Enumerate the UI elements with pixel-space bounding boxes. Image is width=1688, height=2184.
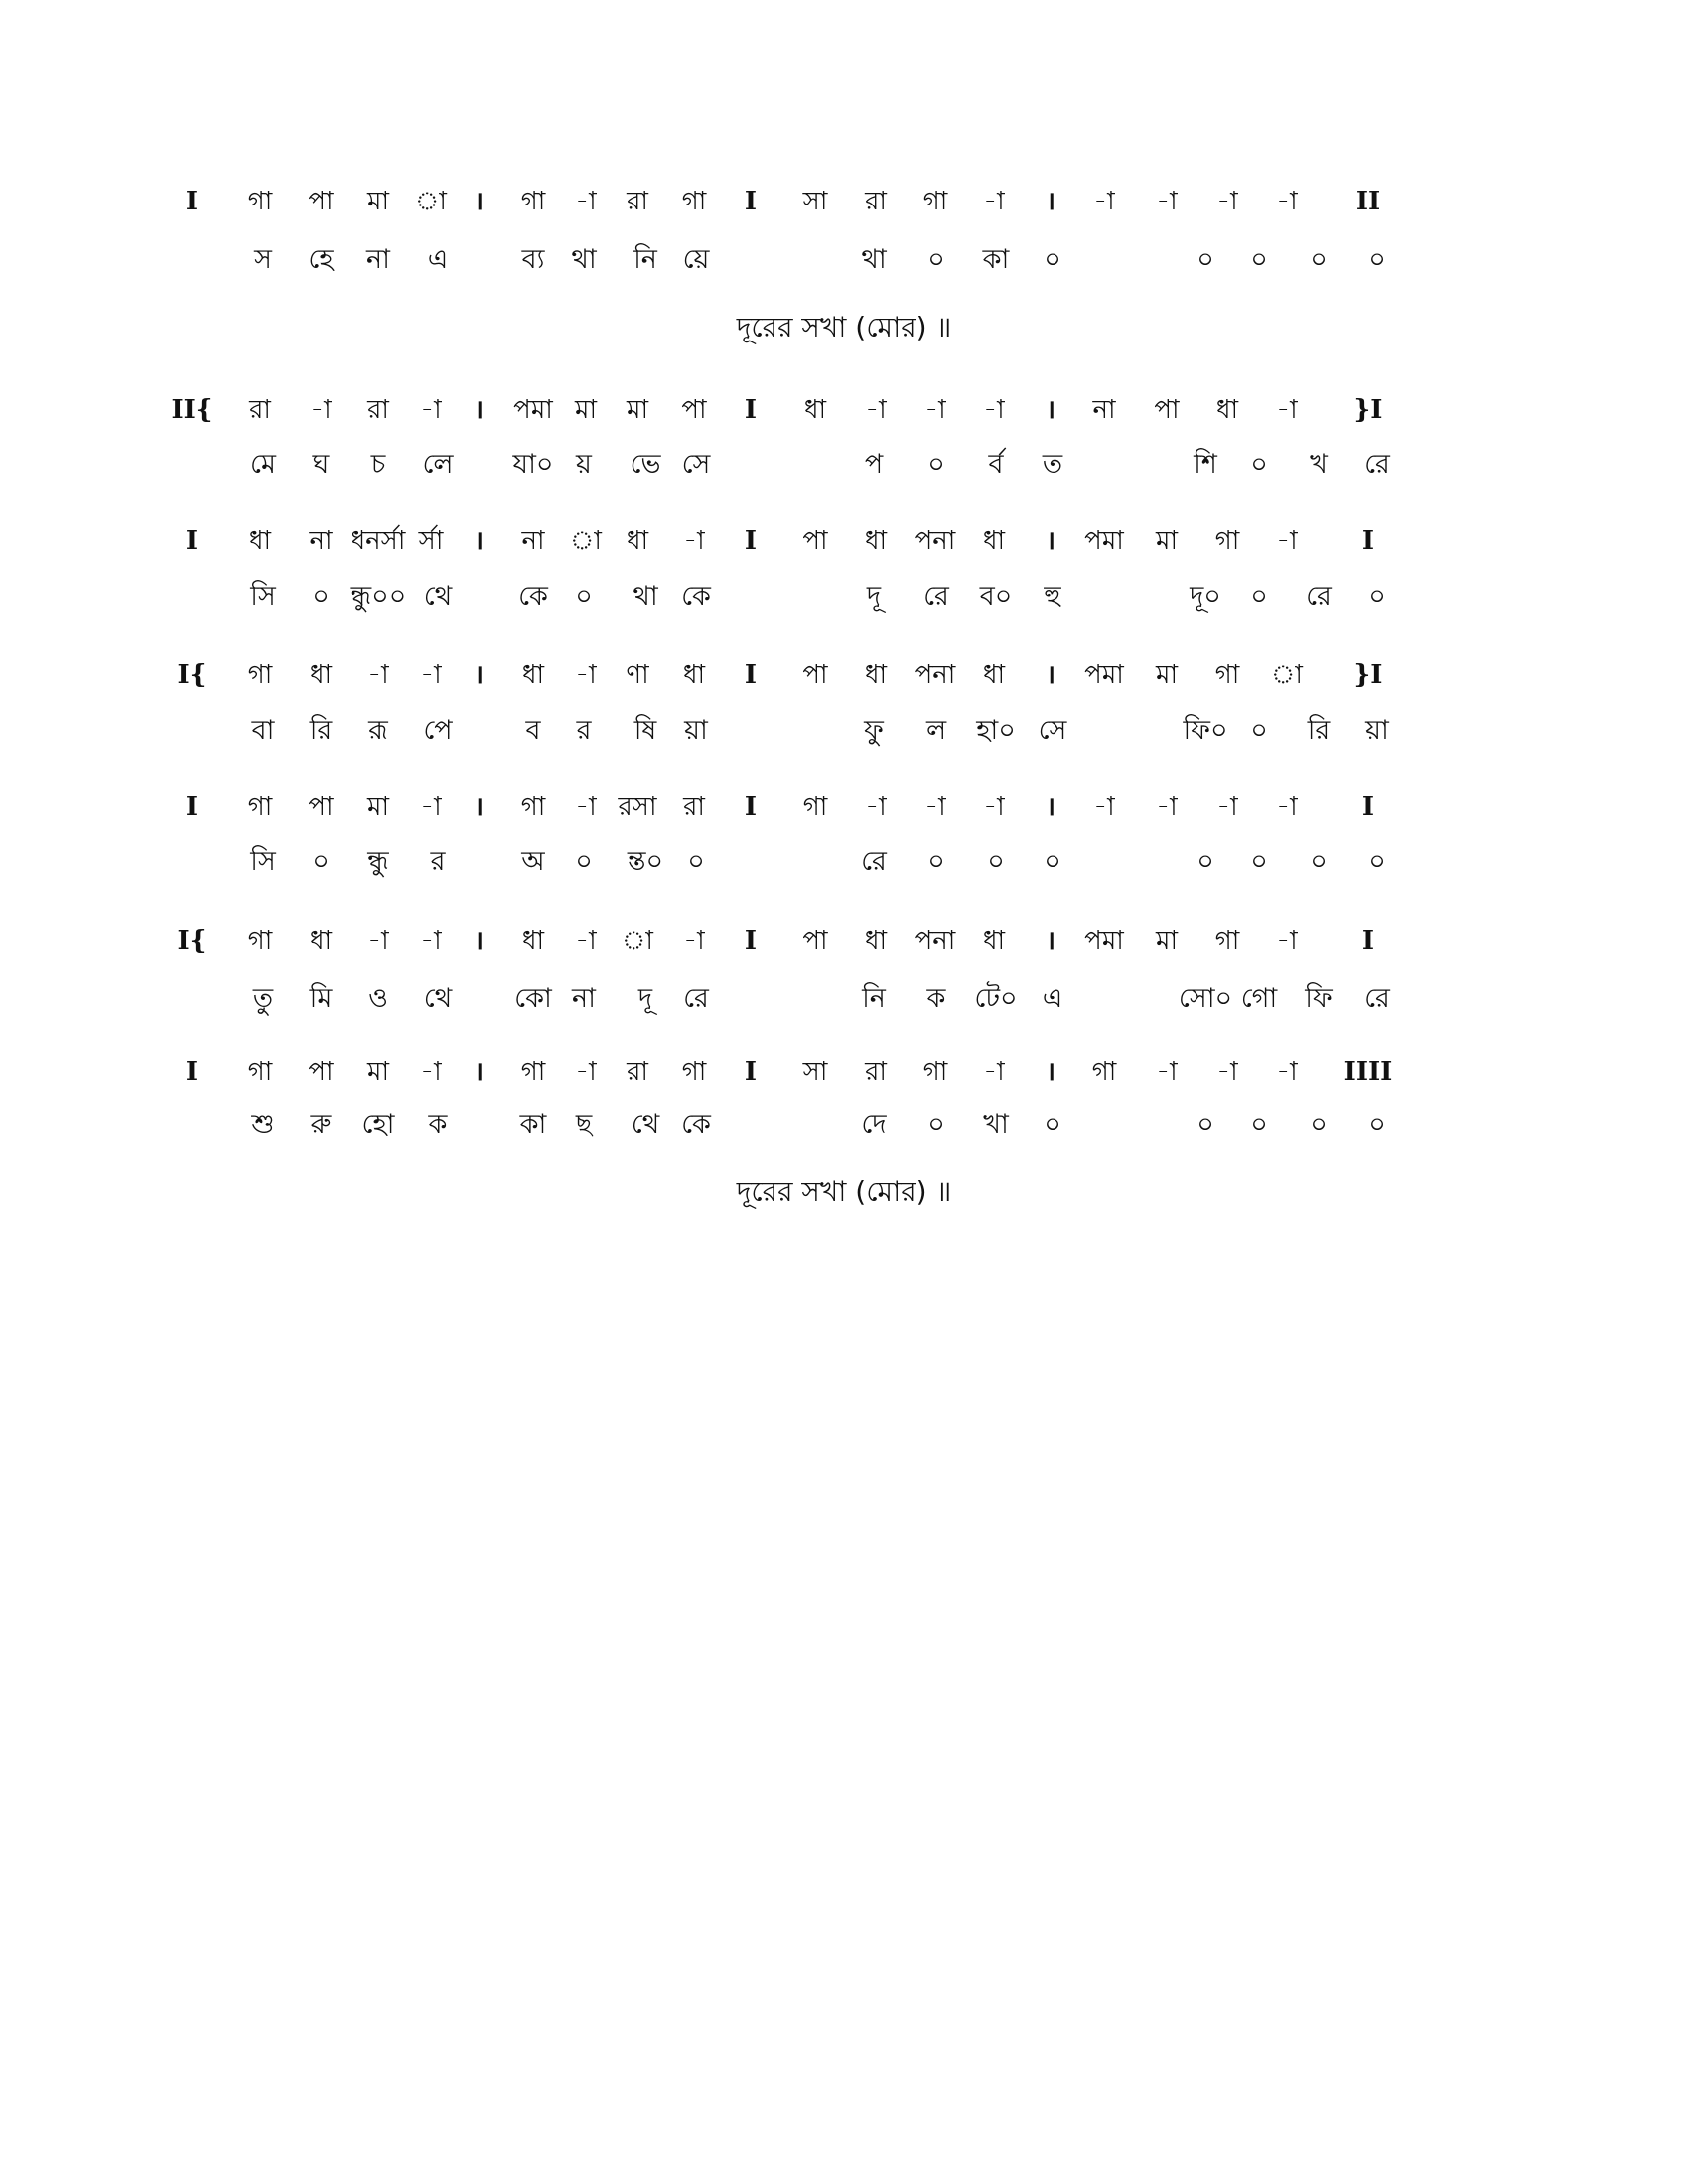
lyric-syllable: ছ: [575, 1109, 593, 1140]
lyric-syllable: ব০: [979, 581, 1013, 612]
lyric-syllable: র্ব: [988, 449, 1004, 479]
swara-note: ধা: [982, 926, 1006, 956]
refrain-line: দূরের সখা (মোর) ॥: [736, 311, 952, 343]
lyric-syllable: পে: [423, 715, 453, 746]
lyric-syllable: ফু: [864, 715, 884, 746]
swara-note: া: [570, 526, 602, 556]
swara-note: র্সা: [418, 526, 444, 556]
swara-note: -া: [983, 1057, 1005, 1087]
lyric-syllable: রু: [310, 1109, 332, 1140]
swara-note: া: [415, 187, 447, 216]
swara-note: পনা: [914, 526, 956, 556]
lyric-syllable: ফি০: [1183, 715, 1228, 746]
swara-note: -া: [683, 926, 705, 956]
lyric-syllable: খ: [1310, 449, 1328, 479]
swara-note: পা: [681, 395, 707, 425]
lyric-syllable: দূ: [866, 581, 882, 612]
notation-row: [0, 923, 1688, 963]
swara-note: -া: [420, 1057, 442, 1087]
lyric-syllable: কা: [519, 1109, 547, 1140]
swara-note: গা: [520, 187, 546, 216]
bar-mark: ।: [474, 792, 484, 822]
lyric-syllable: রে: [1306, 581, 1332, 612]
lyric-syllable: ০: [1250, 244, 1268, 275]
lyric-syllable: থে: [423, 581, 453, 612]
lyric-syllable: রে: [1364, 449, 1390, 479]
lyric-syllable: ন্ধু০০: [350, 581, 407, 612]
swara-note: -া: [1276, 792, 1298, 822]
lyric-syllable: কো: [514, 983, 552, 1014]
lyric-syllable: কে: [518, 581, 548, 612]
lyric-syllable: ০: [1196, 1109, 1214, 1140]
lyric-syllable: হা০: [976, 715, 1016, 746]
swara-note: মা: [1156, 660, 1178, 690]
swara-note: পা: [1154, 395, 1180, 425]
swara-note: -া: [575, 1057, 597, 1087]
swara-note: মা: [1156, 926, 1178, 956]
lyric-syllable: না: [366, 244, 390, 275]
lyric-syllable: ০: [312, 846, 330, 877]
swara-note: গা: [802, 792, 828, 822]
swara-note: রা: [627, 1057, 648, 1087]
swara-note: পনা: [914, 926, 956, 956]
lyric-syllable: কে: [681, 581, 711, 612]
swara-note: ধা: [1215, 395, 1239, 425]
swara-note: -া: [420, 792, 442, 822]
lyric-syllable: ষি: [633, 715, 657, 746]
swara-note: -া: [924, 395, 946, 425]
lyric-syllable: ও: [368, 983, 388, 1014]
lyric-syllable: ০: [1196, 846, 1214, 877]
swara-note: গা: [681, 1057, 707, 1087]
swara-note: -া: [1276, 926, 1298, 956]
swara-note: -া: [367, 926, 389, 956]
swara-note: -া: [420, 395, 442, 425]
lyric-syllable: ০: [927, 846, 945, 877]
lyric-syllable: ০: [1310, 1109, 1328, 1140]
swara-note: ধা: [248, 526, 272, 556]
bar-mark: ।: [1046, 187, 1055, 216]
swara-note: রা: [627, 187, 648, 216]
lyric-syllable: যা০: [512, 449, 554, 479]
swara-note: গা: [247, 792, 273, 822]
bar-mark: ।: [1046, 926, 1055, 956]
swara-note: গা: [520, 792, 546, 822]
lyric-syllable: ০: [1250, 449, 1268, 479]
swara-note: পা: [802, 926, 828, 956]
bar-mark: ।: [474, 187, 484, 216]
notation-row: [0, 184, 1688, 223]
lyric-syllable: য়ে: [682, 244, 710, 275]
swara-note: রা: [683, 792, 705, 822]
lyric-syllable: লে: [422, 449, 454, 479]
bar-mark: I: [744, 187, 758, 216]
swara-note: গা: [1214, 526, 1240, 556]
lyric-row: [0, 447, 1688, 486]
lyric-syllable: ০: [1310, 846, 1328, 877]
lyric-syllable: এ: [427, 244, 449, 275]
bar-mark: I: [1361, 526, 1375, 556]
notation-row: [0, 657, 1688, 697]
swara-note: -া: [1276, 187, 1298, 216]
swara-note: পা: [802, 660, 828, 690]
lyric-syllable: টে০: [974, 983, 1018, 1014]
lyric-syllable: ০: [1250, 715, 1268, 746]
lyric-syllable: ০: [1196, 244, 1214, 275]
swara-note: ধনর্সা: [351, 526, 406, 556]
lyric-syllable: ০: [1368, 244, 1386, 275]
swara-note: পমা: [1084, 526, 1124, 556]
bar-mark: I{: [177, 660, 207, 690]
lyric-syllable: ০: [1250, 1109, 1268, 1140]
lyric-syllable: থা: [571, 244, 597, 275]
swara-note: পা: [308, 792, 334, 822]
swara-note: মা: [367, 792, 389, 822]
swara-note: গা: [922, 1057, 948, 1087]
swara-note: -া: [310, 395, 332, 425]
swara-note: ধা: [864, 926, 888, 956]
lyric-row: [0, 242, 1688, 282]
lyric-syllable: রে: [861, 846, 887, 877]
lyric-syllable: হে: [308, 244, 334, 275]
swara-note: -া: [1093, 792, 1115, 822]
lyric-syllable: রূ: [368, 715, 388, 746]
notation-row: [0, 789, 1688, 829]
lyric-syllable: থা: [861, 244, 887, 275]
lyric-syllable: ০: [1310, 244, 1328, 275]
bar-mark: IIII: [1343, 1057, 1393, 1087]
lyric-syllable: ০: [1368, 581, 1386, 612]
lyric-syllable: ব্য: [521, 244, 545, 275]
swara-note: গা: [1214, 926, 1240, 956]
lyric-syllable: ফি: [1305, 983, 1333, 1014]
lyric-syllable: হু: [1044, 581, 1061, 612]
lyric-syllable: ন্ধু: [367, 846, 389, 877]
notation-row: [0, 523, 1688, 563]
swara-note: গা: [247, 660, 273, 690]
swara-note: গা: [1091, 1057, 1117, 1087]
swara-note: -া: [1216, 792, 1238, 822]
lyric-syllable: না: [572, 983, 596, 1014]
lyric-syllable: য়: [576, 449, 592, 479]
swara-note: মা: [627, 395, 648, 425]
lyric-syllable: ০: [1368, 846, 1386, 877]
swara-note: -া: [575, 660, 597, 690]
lyric-row: [0, 844, 1688, 884]
lyric-syllable: সে: [681, 449, 711, 479]
bar-mark: I: [744, 1057, 758, 1087]
lyric-syllable: ০: [1250, 581, 1268, 612]
bar-mark: I: [185, 1057, 199, 1087]
swara-note: ধা: [626, 526, 649, 556]
swara-note: ধা: [521, 926, 545, 956]
swara-note: গা: [520, 1057, 546, 1087]
swara-note: ধা: [982, 660, 1006, 690]
swara-note: ধা: [982, 526, 1006, 556]
swara-note: গা: [1214, 660, 1240, 690]
lyric-row: [0, 1107, 1688, 1147]
swara-note: -া: [1156, 792, 1178, 822]
bar-mark: ।: [1046, 792, 1055, 822]
swara-note: রসা: [618, 792, 657, 822]
lyric-syllable: ০: [687, 846, 705, 877]
bar-mark: ।: [474, 526, 484, 556]
lyric-syllable: তু: [252, 983, 274, 1014]
bar-mark: I: [744, 926, 758, 956]
lyric-syllable: ০: [1044, 846, 1061, 877]
lyric-syllable: ন্ত০: [627, 846, 664, 877]
lyric-syllable: শু: [251, 1109, 275, 1140]
swara-note: ণা: [626, 660, 649, 690]
lyric-syllable: ০: [927, 1109, 945, 1140]
lyric-syllable: সি: [250, 581, 276, 612]
lyric-syllable: থা: [633, 581, 658, 612]
swara-note: -া: [420, 660, 442, 690]
bar-mark: ।: [1046, 660, 1055, 690]
bar-mark: ।: [1046, 395, 1055, 425]
lyric-syllable: হো: [361, 1109, 395, 1140]
lyric-syllable: চ: [370, 449, 386, 479]
swara-note: রা: [865, 187, 887, 216]
bar-mark: I: [1361, 926, 1375, 956]
swara-note: না: [309, 526, 333, 556]
lyric-syllable: রে: [1364, 983, 1390, 1014]
swara-note: া: [622, 926, 653, 956]
swara-note: -া: [683, 526, 705, 556]
swara-note: ধা: [521, 660, 545, 690]
swara-note: রা: [367, 395, 389, 425]
lyric-row: [0, 713, 1688, 752]
swara-note: -া: [924, 792, 946, 822]
bar-mark: I: [744, 660, 758, 690]
lyric-syllable: রে: [683, 983, 709, 1014]
swara-note: -া: [983, 187, 1005, 216]
bar-mark: II{: [171, 395, 212, 425]
bar-mark: I: [185, 526, 199, 556]
lyric-syllable: নি: [862, 983, 886, 1014]
lyric-syllable: ০: [1044, 244, 1061, 275]
swara-note: -া: [575, 187, 597, 216]
swara-note: পনা: [914, 660, 956, 690]
swara-note: রা: [249, 395, 271, 425]
bar-mark: }I: [1353, 660, 1383, 690]
lyric-syllable: দে: [861, 1109, 887, 1140]
swara-note: পমা: [1084, 660, 1124, 690]
swara-note: ধা: [864, 660, 888, 690]
refrain-line: দূরের সখা (মোর) ॥: [736, 1175, 952, 1208]
lyric-syllable: র: [430, 846, 446, 877]
lyric-syllable: কে: [681, 1109, 711, 1140]
lyric-syllable: এ: [1042, 983, 1063, 1014]
swara-note: সা: [802, 1057, 828, 1087]
lyric-syllable: বা: [251, 715, 275, 746]
swara-note: না: [1092, 395, 1116, 425]
swara-note: মা: [367, 1057, 389, 1087]
swara-note: -া: [983, 792, 1005, 822]
lyric-syllable: কা: [982, 244, 1010, 275]
lyric-row: [0, 981, 1688, 1021]
bar-mark: I: [185, 187, 199, 216]
bar-mark: I: [744, 526, 758, 556]
lyric-syllable: য়া: [684, 715, 708, 746]
swara-note: -া: [1216, 187, 1238, 216]
swara-note: -া: [367, 660, 389, 690]
lyric-syllable: সি: [250, 846, 276, 877]
lyric-syllable: সে: [1038, 715, 1067, 746]
lyric-syllable: ত: [1042, 449, 1063, 479]
lyric-syllable: ঘ: [312, 449, 330, 479]
lyric-syllable: সো০: [1178, 983, 1233, 1014]
swara-note: -া: [575, 792, 597, 822]
lyric-syllable: ভে: [630, 449, 661, 479]
bar-mark: ।: [474, 660, 484, 690]
bar-mark: ।: [1046, 1057, 1055, 1087]
swara-note: গা: [247, 187, 273, 216]
swara-note: পমা: [513, 395, 553, 425]
lyric-syllable: ০: [1250, 846, 1268, 877]
swara-note: -া: [575, 926, 597, 956]
lyric-syllable: ০: [575, 846, 593, 877]
bar-mark: I: [185, 792, 199, 822]
lyric-syllable: মি: [309, 983, 333, 1014]
lyric-syllable: ০: [1368, 1109, 1386, 1140]
swara-note: পা: [308, 1057, 334, 1087]
swara-note: -া: [1216, 1057, 1238, 1087]
swara-note: -া: [865, 395, 887, 425]
swara-note: রা: [865, 1057, 887, 1087]
bar-mark: II: [1355, 187, 1381, 216]
lyric-syllable: রি: [1307, 715, 1331, 746]
lyric-syllable: ০: [927, 244, 945, 275]
lyric-syllable: শি: [1194, 449, 1217, 479]
lyric-syllable: ০: [312, 581, 330, 612]
bar-mark: I{: [177, 926, 207, 956]
lyric-syllable: নি: [633, 244, 657, 275]
lyric-syllable: ০: [927, 449, 945, 479]
swara-note: মা: [1156, 526, 1178, 556]
lyric-syllable: ০: [1044, 1109, 1061, 1140]
lyric-syllable: প: [864, 449, 884, 479]
bar-mark: I: [744, 792, 758, 822]
lyric-syllable: দূ০: [1190, 581, 1221, 612]
swara-note: পা: [308, 187, 334, 216]
lyric-row: [0, 579, 1688, 618]
swara-note: -া: [1276, 526, 1298, 556]
swara-note: ধা: [309, 660, 333, 690]
swara-note: -া: [1156, 187, 1178, 216]
swara-note: -া: [1156, 1057, 1178, 1087]
lyric-syllable: মে: [250, 449, 276, 479]
swara-note: মা: [575, 395, 597, 425]
lyric-syllable: অ: [521, 846, 545, 877]
swara-note: -া: [983, 395, 1005, 425]
lyric-syllable: ল: [925, 715, 947, 746]
swara-note: -া: [1093, 187, 1115, 216]
lyric-syllable: স: [254, 244, 272, 275]
swara-note: পমা: [1084, 926, 1124, 956]
swara-note: গা: [247, 1057, 273, 1087]
lyric-syllable: রি: [309, 715, 333, 746]
swara-note: ধা: [803, 395, 827, 425]
notation-row: [0, 1054, 1688, 1094]
lyric-syllable: থে: [423, 983, 453, 1014]
lyric-syllable: ০: [575, 581, 593, 612]
swara-note: গা: [922, 187, 948, 216]
lyric-syllable: র: [576, 715, 592, 746]
swara-note: -া: [1276, 1057, 1298, 1087]
swara-note: -া: [1276, 395, 1298, 425]
swara-note: পা: [802, 526, 828, 556]
swara-note: না: [521, 526, 545, 556]
lyric-syllable: থে: [631, 1109, 660, 1140]
swara-note: গা: [247, 926, 273, 956]
swara-note: া: [1271, 660, 1303, 690]
bar-mark: ।: [474, 926, 484, 956]
notation-row: [0, 392, 1688, 432]
swara-note: -া: [865, 792, 887, 822]
bar-mark: I: [744, 395, 758, 425]
swara-note: মা: [367, 187, 389, 216]
lyric-syllable: রে: [923, 581, 949, 612]
lyric-syllable: খা: [983, 1109, 1009, 1140]
lyric-syllable: ০: [987, 846, 1005, 877]
lyric-syllable: দূ: [637, 983, 653, 1014]
bar-mark: ।: [474, 395, 484, 425]
bar-mark: I: [1361, 792, 1375, 822]
swara-note: সা: [802, 187, 828, 216]
swara-note: -া: [420, 926, 442, 956]
bar-mark: }I: [1353, 395, 1383, 425]
bar-mark: ।: [474, 1057, 484, 1087]
swara-note: ধা: [309, 926, 333, 956]
swara-note: ধা: [682, 660, 706, 690]
swara-note: ধা: [864, 526, 888, 556]
lyric-syllable: ক: [428, 1109, 448, 1140]
lyric-syllable: ব: [525, 715, 541, 746]
lyric-syllable: য়া: [1365, 715, 1389, 746]
swara-note: গা: [681, 187, 707, 216]
bar-mark: ।: [1046, 526, 1055, 556]
lyric-syllable: গো: [1240, 983, 1278, 1014]
lyric-syllable: ক: [926, 983, 946, 1014]
